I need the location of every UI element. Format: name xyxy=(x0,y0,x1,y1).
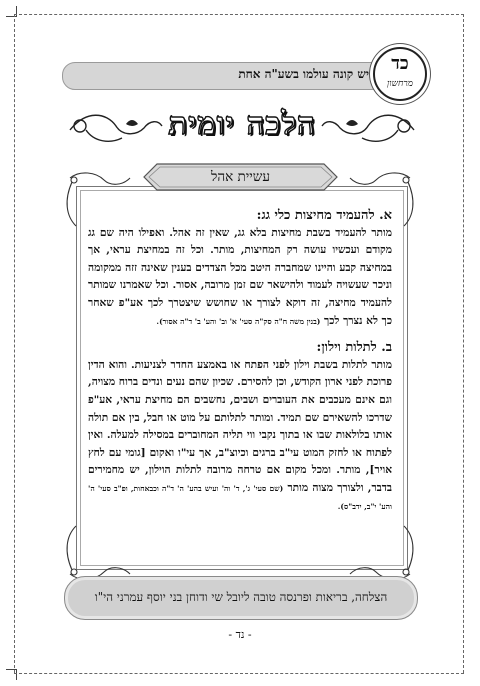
section-body xyxy=(88,357,392,515)
section-heading: ב. לתלות וילון: xyxy=(316,340,392,356)
section-body xyxy=(88,225,392,331)
section-citation: (בנין משה ח"ה סק"ה סעי' א' וב' והע' ב' ד"ה אסור). xyxy=(156,316,321,326)
badge-number: כד xyxy=(391,53,409,74)
halacha-content xyxy=(88,207,392,515)
page-number: - נד - xyxy=(228,628,252,641)
section-citation: (שם סעי' ג', ד' וה' ועיש בהע' ה' ד"ה וכבאחות, ופ"ב סעי' ה' והע' י"ב, ידב"ס). xyxy=(88,483,392,511)
section-title: עשיית אהל xyxy=(211,169,270,185)
section-body-text: מותר להעמיד בשבת מחיצות בלא גג, שאין זה אהל. ואפילו היה שם גג מקודם ועכשיו עושה רק המחיצות, מותר. וכל זה במחיצת עראי, אך במחיצה קבע והיינו שמחברה היטב מכל הצדדים בענין שאינה זזה ממקומה וניכר שעשויה לעמוד ולהישאר שם זמן מרובה, אסור. וכל שאמרנו שמותר להעמיד מחיצה, זה דוקא לצורך או שחושש שיצטרך לכך אע"פ שאחר כך לא נצרך לכך xyxy=(88,226,392,327)
section-1 xyxy=(88,207,392,330)
dedication-bar xyxy=(64,576,418,620)
section-2 xyxy=(88,339,392,515)
badge-month: מרחשון xyxy=(386,79,414,89)
section-heading: א. להעמיד מחיצות כלי גג: xyxy=(256,208,392,223)
dedication-text: הצלחה, בריאות ופרנסה טובה ליובל שי ודוחן בני יוסף עמרני הי"ו xyxy=(94,590,388,604)
page-title: הלכה יומית xyxy=(168,106,316,142)
header-text: יש קונה עולמו בשע"ה אחת xyxy=(238,67,369,81)
section-body-text: מותר לתלות בשבת וילון לפני הפתח או באמצע החדר לצניעות. והוא הדין פרוכת לפני ארון הקודש, וכן להסירם. שכיון שהם נעים ונדים ברוח מצויה, וגם אינם מעכבים את העוברים ושבים, נחשבים הם מחיצת עראי, אע"פ שדרכו להשאירם שם תמיד. ומותר לתלותם על מוט או חבל, בין אם תולה אותו בלולאות שבו או בתוך נקבי ווי תליה המחוברים במסילה למעלה. ואין לפתוח או לחזק המוט עי"ב ברגים וכיוצ"ב, אך עי"ו ואקום [גומי עם לחץ אויר], מותר. ומכל מקום אם טרחה מרובה לתלות הוילון, יש מחמירים בדבר, ולצורך מצוה מותר xyxy=(88,358,392,494)
section-banner xyxy=(143,163,338,191)
